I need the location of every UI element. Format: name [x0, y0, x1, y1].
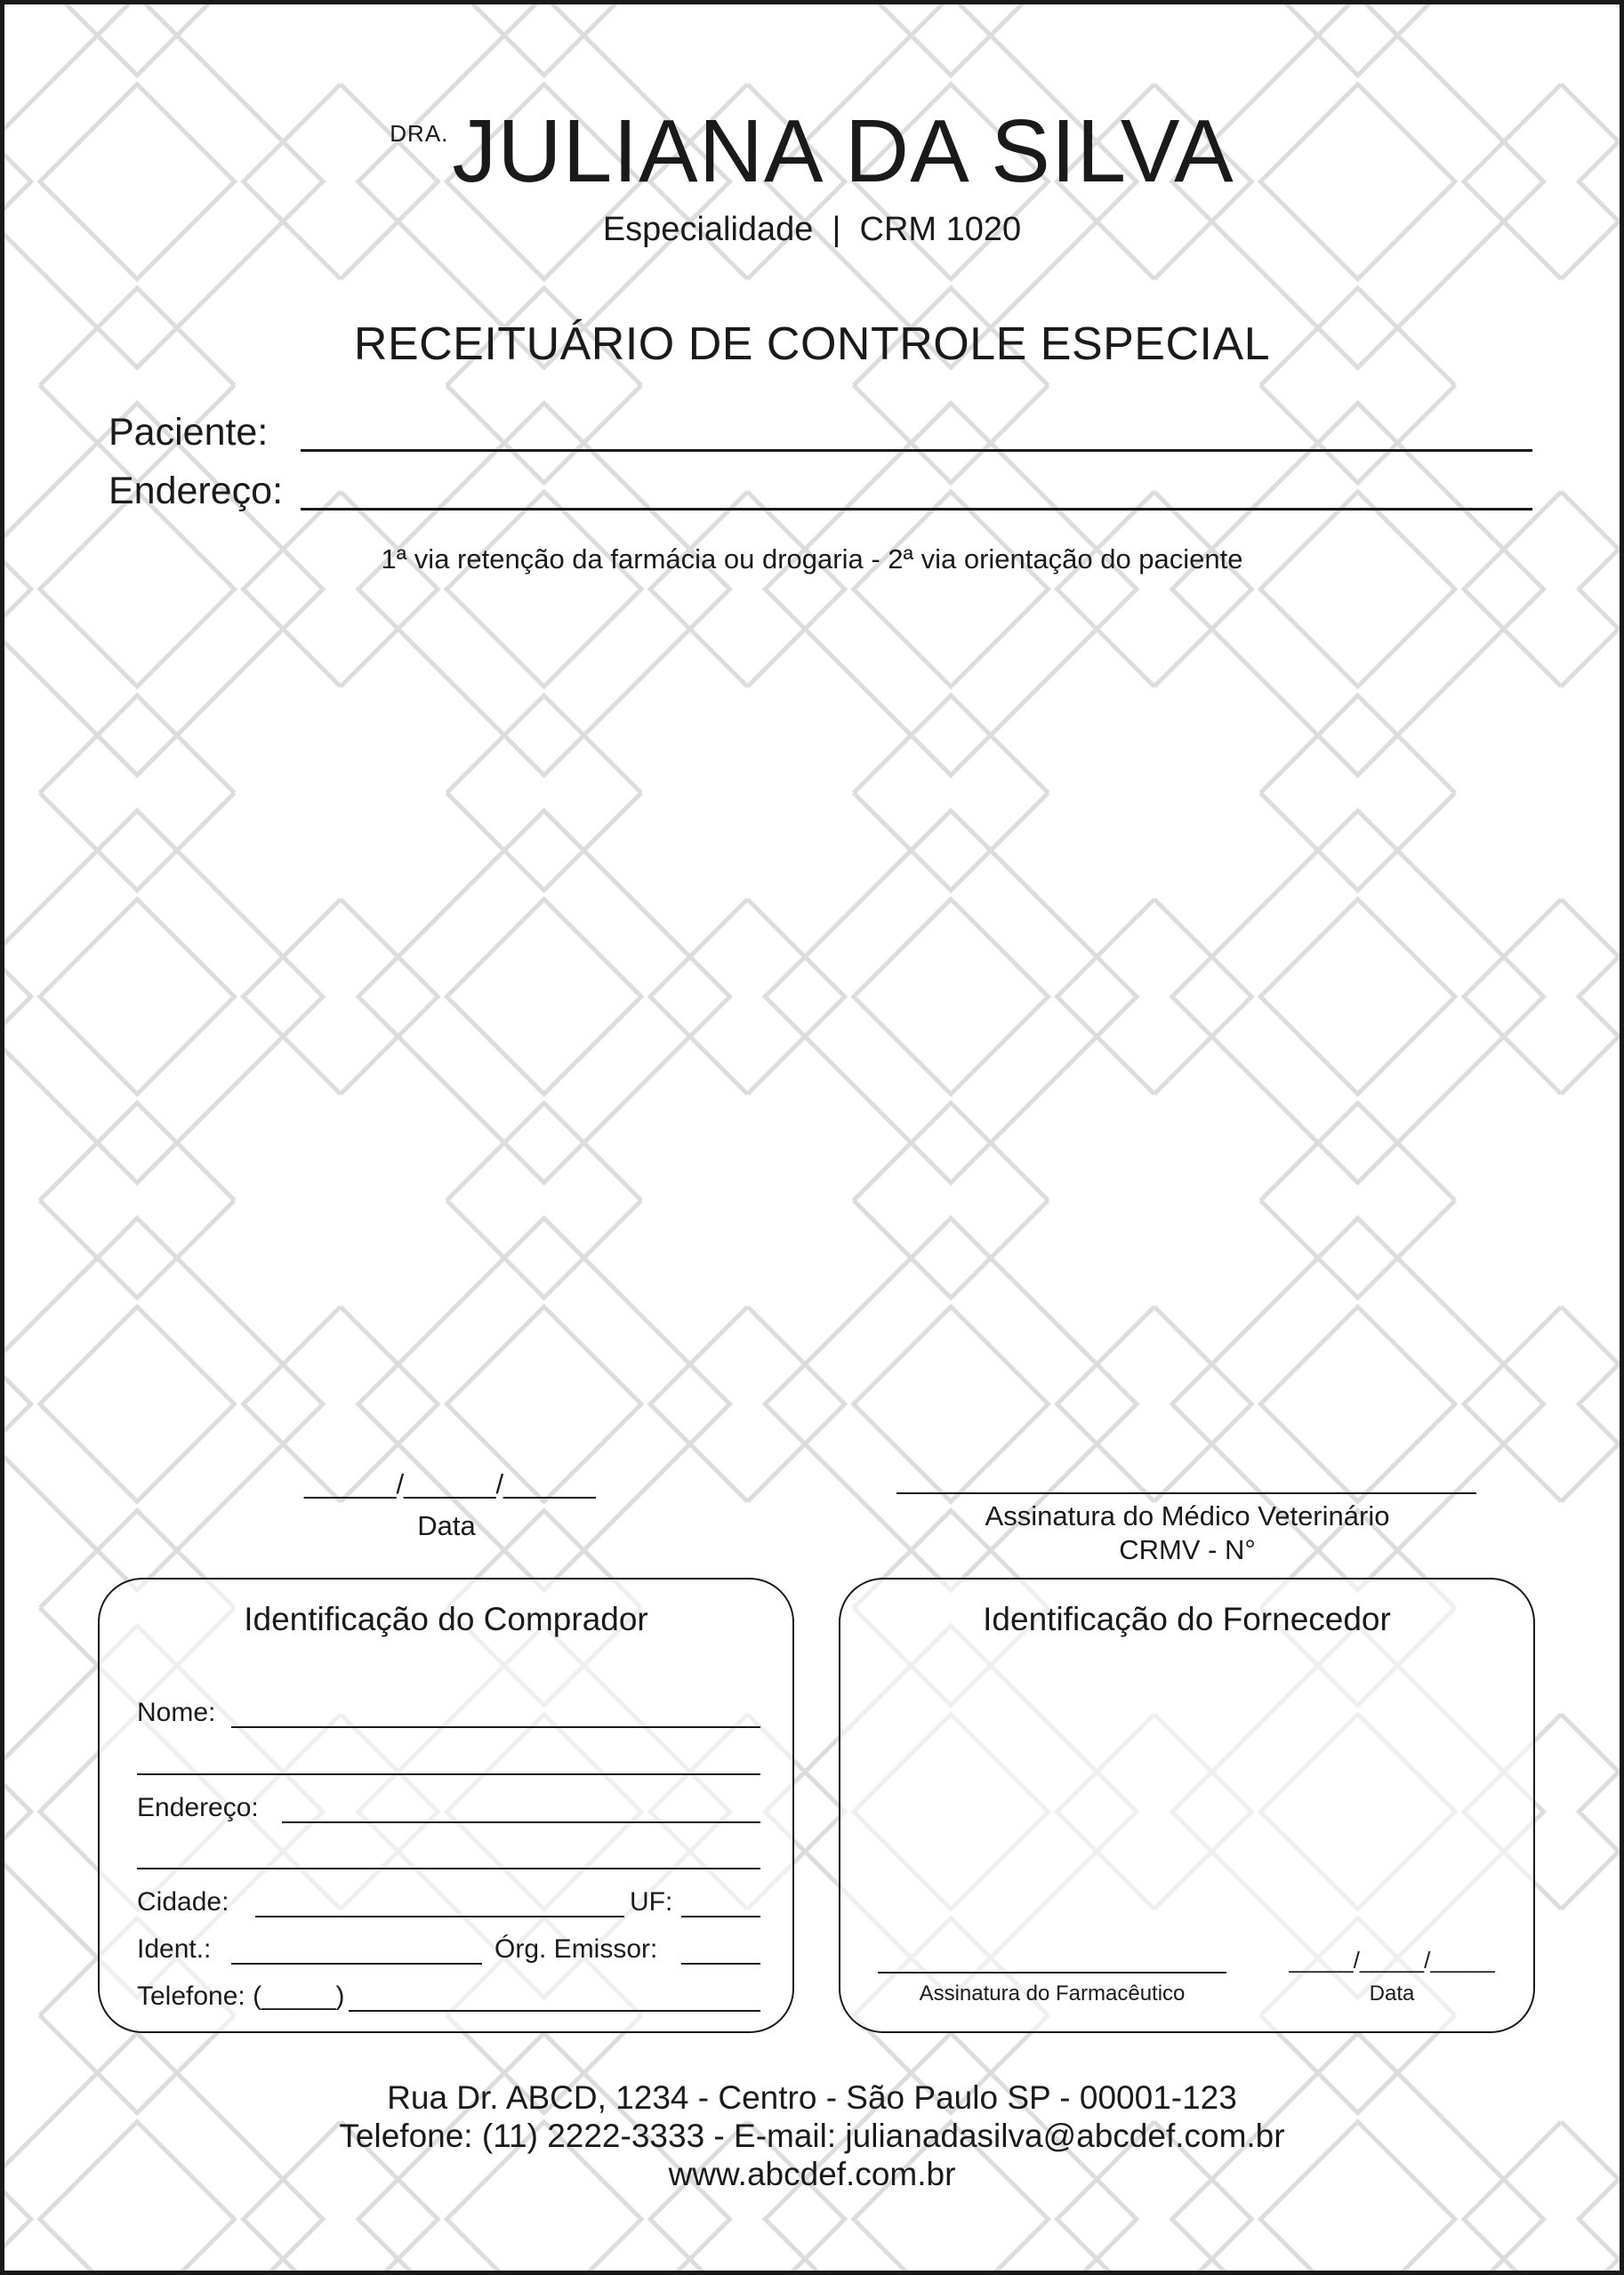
supplier-identification-box — [839, 1578, 1535, 2033]
buyer-phone-label: Telefone: (_____) — [137, 1982, 345, 2011]
footer-website: www.abcdef.com.br — [668, 2156, 956, 2192]
pharmacist-signature-label: Assinatura do Farmacêutico — [919, 1982, 1186, 2006]
buyer-name-label: Nome: — [137, 1698, 216, 1727]
copy-note: 1ª via retenção da farmácia ou drogaria - 2ª via orientação do paciente — [381, 543, 1243, 575]
patient-label: Paciente: — [109, 411, 269, 454]
buyer-ident-line[interactable] — [231, 1963, 482, 1965]
supplier-date-blank[interactable]: _____/_____/_____ — [1289, 1947, 1495, 1974]
supplier-date-label: Data — [1369, 1982, 1415, 2006]
buyer-uf-label: UF: — [630, 1887, 673, 1917]
buyer-name-line[interactable] — [231, 1726, 760, 1728]
buyer-phone-line[interactable] — [349, 2010, 760, 2012]
footer-contact: Telefone: (11) 2222-3333 - E-mail: julianadasilva@abcdef.com.br — [339, 2118, 1285, 2154]
doctor-signature-line[interactable] — [896, 1492, 1476, 1494]
buyer-uf-line[interactable] — [681, 1916, 760, 1917]
buyer-ident-label: Ident.: — [137, 1934, 212, 1964]
buyer-address-label: Endereço: — [137, 1793, 259, 1822]
footer-address: Rua Dr. ABCD, 1234 - Centro - São Paulo SP - 00001-123 — [387, 2079, 1237, 2116]
pharmacist-signature-line[interactable] — [878, 1972, 1226, 1974]
doctor-header — [4, 100, 1620, 203]
patient-line[interactable] — [301, 449, 1532, 452]
date-label: Data — [417, 1510, 476, 1541]
specialty-crm: Especialidade | CRM 1020 — [602, 211, 1022, 248]
buyer-issuer-label: Órg. Emissor: — [494, 1934, 658, 1964]
supplier-box-title: Identificação do Fornecedor — [983, 1601, 1391, 1637]
doctor-title-prefix: DRA. — [390, 120, 449, 147]
buyer-box-title: Identificação do Comprador — [244, 1601, 648, 1637]
buyer-identification-box — [98, 1578, 794, 2033]
buyer-address-line-2[interactable] — [137, 1868, 760, 1869]
address-line[interactable] — [301, 508, 1532, 510]
form-title: RECEITUÁRIO DE CONTROLE ESPECIAL — [353, 318, 1271, 370]
buyer-city-label: Cidade: — [137, 1887, 229, 1917]
crmv-label: CRMV - N° — [1119, 1534, 1256, 1565]
buyer-issuer-line[interactable] — [681, 1963, 760, 1965]
address-label: Endereço: — [109, 470, 284, 512]
signature-label: Assinatura do Médico Veterinário — [985, 1500, 1390, 1531]
doctor-name: JULIANA DA SILVA — [452, 101, 1234, 201]
buyer-address-line[interactable] — [282, 1821, 760, 1823]
buyer-name-line-2[interactable] — [137, 1773, 760, 1775]
date-blank[interactable]: ______/______/______ — [304, 1468, 596, 1499]
buyer-city-line[interactable] — [255, 1916, 624, 1917]
